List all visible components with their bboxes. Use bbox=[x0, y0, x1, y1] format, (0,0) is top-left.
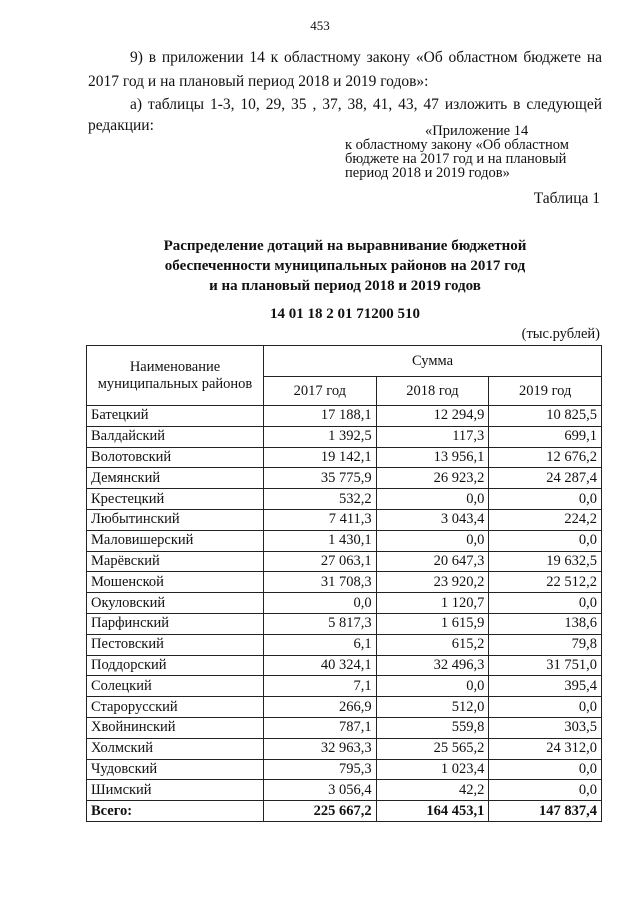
value-2019: 79,8 bbox=[489, 634, 602, 655]
value-2017: 19 142,1 bbox=[264, 447, 377, 468]
value-2018: 0,0 bbox=[376, 489, 489, 510]
paragraph-a-line-2: редакции: bbox=[88, 117, 154, 134]
district-name: Пестовский bbox=[87, 634, 264, 655]
value-2018: 25 565,2 bbox=[376, 738, 489, 759]
value-2019: 0,0 bbox=[489, 593, 602, 614]
value-2019: 31 751,0 bbox=[489, 655, 602, 676]
value-2018: 1 615,9 bbox=[376, 613, 489, 634]
table-row bbox=[87, 426, 602, 447]
value-2019: 0,0 bbox=[489, 780, 602, 801]
page-number: 453 bbox=[310, 18, 330, 33]
table-row bbox=[87, 634, 602, 655]
value-2019: 19 632,5 bbox=[489, 551, 602, 572]
value-2019: 224,2 bbox=[489, 509, 602, 530]
header-name-line: Наименование bbox=[129, 358, 221, 375]
table-row bbox=[87, 697, 602, 718]
value-2018: 12 294,9 bbox=[376, 406, 489, 427]
value-2018: 1 120,7 bbox=[376, 593, 489, 614]
value-2017: 7 411,3 bbox=[264, 509, 377, 530]
value-2017: 3 056,4 bbox=[264, 780, 377, 801]
table-title-line: обеспеченности муниципальных районов на 2017 год bbox=[164, 258, 526, 274]
table-row bbox=[87, 738, 602, 759]
header-name-line: муниципальных районов bbox=[97, 375, 253, 392]
value-2019: 22 512,2 bbox=[489, 572, 602, 593]
district-name: Любытинский bbox=[87, 509, 264, 530]
table-title-line: и на плановый период 2018 и 2019 годов bbox=[209, 278, 481, 294]
appendix-line: бюджете на 2017 год и на плановый bbox=[345, 151, 567, 167]
paragraph-9-line-2: 2017 год и на плановый период 2018 и 2019 годов»: bbox=[88, 73, 429, 90]
district-name: Крестецкий bbox=[87, 489, 264, 510]
table-body bbox=[87, 406, 602, 801]
table-row bbox=[87, 530, 602, 551]
header-sum: Сумма bbox=[264, 346, 602, 377]
value-2019: 24 312,0 bbox=[489, 738, 602, 759]
value-2018: 13 956,1 bbox=[376, 447, 489, 468]
table-row bbox=[87, 759, 602, 780]
value-2018: 559,8 bbox=[376, 717, 489, 738]
table-row bbox=[87, 468, 602, 489]
value-2017: 1 392,5 bbox=[264, 426, 377, 447]
value-2017: 31 708,3 bbox=[264, 572, 377, 593]
subsidy-table bbox=[86, 345, 602, 822]
district-name: Солецкий bbox=[87, 676, 264, 697]
total-2017: 225 667,2 bbox=[264, 801, 377, 822]
value-2018: 512,0 bbox=[376, 697, 489, 718]
value-2019: 395,4 bbox=[489, 676, 602, 697]
district-name: Батецкий bbox=[87, 406, 264, 427]
value-2019: 303,5 bbox=[489, 717, 602, 738]
table-row bbox=[87, 717, 602, 738]
value-2017: 6,1 bbox=[264, 634, 377, 655]
table-row bbox=[87, 780, 602, 801]
value-2017: 787,1 bbox=[264, 717, 377, 738]
header-year-2019: 2019 год bbox=[489, 377, 602, 406]
paragraph-9 bbox=[88, 46, 602, 94]
district-name: Холмский bbox=[87, 738, 264, 759]
district-name: Маловишерский bbox=[87, 530, 264, 551]
appendix-header bbox=[345, 124, 605, 180]
paragraph-a-line-1: а) таблицы 1-3, 10, 29, 35 , 37, 38, 41, 43, 47 изложить в следующей bbox=[130, 96, 602, 113]
value-2018: 26 923,2 bbox=[376, 468, 489, 489]
total-label: Всего: bbox=[87, 801, 264, 822]
appendix-line: к областному закону «Об областном bbox=[345, 137, 569, 153]
value-2019: 0,0 bbox=[489, 489, 602, 510]
value-2017: 795,3 bbox=[264, 759, 377, 780]
value-2018: 32 496,3 bbox=[376, 655, 489, 676]
total-2019: 147 837,4 bbox=[489, 801, 602, 822]
district-name: Окуловский bbox=[87, 593, 264, 614]
district-name: Мошенской bbox=[87, 572, 264, 593]
district-name: Волотовский bbox=[87, 447, 264, 468]
table-row bbox=[87, 572, 602, 593]
value-2017: 7,1 bbox=[264, 676, 377, 697]
appendix-line: период 2018 и 2019 годов» bbox=[345, 165, 510, 181]
total-row bbox=[87, 801, 602, 822]
value-2018: 42,2 bbox=[376, 780, 489, 801]
value-2018: 0,0 bbox=[376, 530, 489, 551]
value-2019: 138,6 bbox=[489, 613, 602, 634]
value-2018: 20 647,3 bbox=[376, 551, 489, 572]
value-2019: 10 825,5 bbox=[489, 406, 602, 427]
district-name: Поддорский bbox=[87, 655, 264, 676]
table-row bbox=[87, 406, 602, 427]
value-2017: 32 963,3 bbox=[264, 738, 377, 759]
value-2019: 12 676,2 bbox=[489, 447, 602, 468]
district-name: Марёвский bbox=[87, 551, 264, 572]
district-name: Старорусский bbox=[87, 697, 264, 718]
value-2017: 532,2 bbox=[264, 489, 377, 510]
value-2019: 24 287,4 bbox=[489, 468, 602, 489]
table-row bbox=[87, 489, 602, 510]
value-2018: 1 023,4 bbox=[376, 759, 489, 780]
value-2018: 117,3 bbox=[376, 426, 489, 447]
table-number: Таблица 1 bbox=[533, 190, 600, 207]
table-title-line: Распределение дотаций на выравнивание бюджетной bbox=[163, 238, 527, 254]
table-row bbox=[87, 509, 602, 530]
header-year-2017: 2017 год bbox=[264, 377, 377, 406]
value-2017: 266,9 bbox=[264, 697, 377, 718]
district-name: Хвойнинский bbox=[87, 717, 264, 738]
district-name: Чудовский bbox=[87, 759, 264, 780]
value-2017: 40 324,1 bbox=[264, 655, 377, 676]
value-2019: 0,0 bbox=[489, 697, 602, 718]
table-title bbox=[100, 236, 590, 296]
value-2018: 0,0 bbox=[376, 676, 489, 697]
value-2017: 0,0 bbox=[264, 593, 377, 614]
value-2018: 23 920,2 bbox=[376, 572, 489, 593]
district-name: Демянский bbox=[87, 468, 264, 489]
value-2017: 5 817,3 bbox=[264, 613, 377, 634]
value-2019: 0,0 bbox=[489, 759, 602, 780]
value-2017: 35 775,9 bbox=[264, 468, 377, 489]
table-row bbox=[87, 676, 602, 697]
value-2017: 17 188,1 bbox=[264, 406, 377, 427]
appendix-line: «Приложение 14 bbox=[425, 123, 529, 139]
header-name bbox=[87, 346, 264, 406]
table-row bbox=[87, 613, 602, 634]
budget-code: 14 01 18 2 01 71200 510 bbox=[270, 306, 420, 322]
district-name: Шимский bbox=[87, 780, 264, 801]
value-2018: 615,2 bbox=[376, 634, 489, 655]
paragraph-9-line-1: 9) в приложении 14 к областному закону «Об областном бюджете на bbox=[130, 49, 602, 66]
value-2019: 699,1 bbox=[489, 426, 602, 447]
district-name: Валдайский bbox=[87, 426, 264, 447]
value-2018: 3 043,4 bbox=[376, 509, 489, 530]
table-row bbox=[87, 551, 602, 572]
district-name: Парфинский bbox=[87, 613, 264, 634]
value-2019: 0,0 bbox=[489, 530, 602, 551]
table-row bbox=[87, 447, 602, 468]
value-2017: 1 430,1 bbox=[264, 530, 377, 551]
table-row bbox=[87, 655, 602, 676]
table-row bbox=[87, 593, 602, 614]
header-year-2018: 2018 год bbox=[376, 377, 489, 406]
total-2018: 164 453,1 bbox=[376, 801, 489, 822]
value-2017: 27 063,1 bbox=[264, 551, 377, 572]
units-label: (тыс.рублей) bbox=[521, 326, 600, 342]
